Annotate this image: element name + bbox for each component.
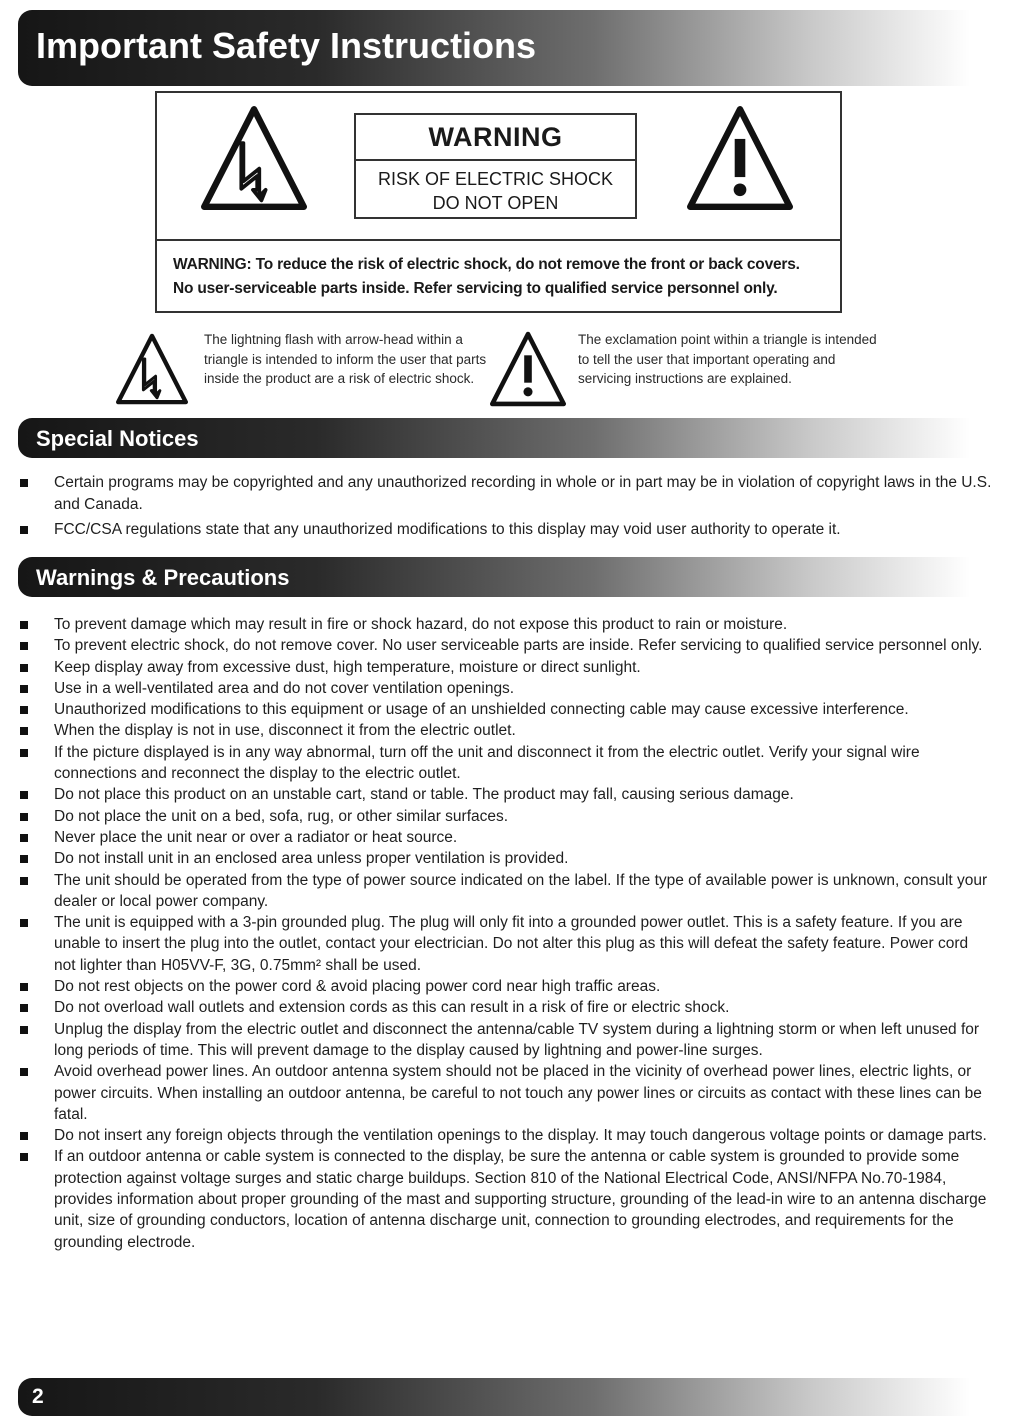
warnings-title: Warnings & Precautions xyxy=(36,565,290,590)
warnings-list xyxy=(18,614,992,1253)
warnings-banner xyxy=(18,557,1010,597)
title-banner xyxy=(18,10,1010,86)
list-item: Certain programs may be copyrighted and any unauthorized recording in whole or in part may be in violation of copyright laws in the U.S. and Canada. xyxy=(18,472,992,516)
list-item: Do not place this product on an unstable cart, stand or table. The product may fall, causing serious damage. xyxy=(18,784,992,805)
list-item: Unplug the display from the electric outlet and disconnect the antenna/cable TV system during a lightning storm or when left unused for long periods of time. This will prevent damage to the display caused by lightning and power-line surges. xyxy=(18,1019,992,1062)
warning-label xyxy=(354,113,637,219)
exclamation-triangle-icon xyxy=(687,105,793,211)
warning-line2: DO NOT OPEN xyxy=(432,193,559,213)
list-item: If an outdoor antenna or cable system is connected to the display, be sure the antenna or cable system is grounded to provide some protection against voltage surges and static charge buildups. Section 810 of the National Electrical Code, ANSI/NFPA No.70-1984, provides information about proper grounding of the mast and supporting structure, grounding of the lead-in wire to an antenna discharge unit, size of grounding conductors, location of antenna discharge unit, connection to grounding electrodes, and requirements for the grounding electrode. xyxy=(18,1146,992,1252)
list-item: The unit should be operated from the type of power source indicated on the label. If the type of available power is unknown, consult your dealer or local power company. xyxy=(18,870,992,913)
footer-banner xyxy=(18,1378,1010,1416)
list-item: Do not insert any foreign objects through the ventilation openings to the display. It may touch dangerous voltage points or damage parts. xyxy=(18,1125,992,1146)
list-item: The unit is equipped with a 3-pin grounded plug. The plug will only fit into a grounded power outlet. This is a safety feature. If you are unable to insert the plug into the outlet, contact your electrician. Do not alter this plug as this will defeat the safety feature. Power cord not lighter than H05VV-F, 3G, 0.75mm² shall be used. xyxy=(18,912,992,976)
special-notices-title: Special Notices xyxy=(36,426,199,451)
exclamation-description: The exclamation point within a triangle is intended to tell the user that important operating and servicing instructions are explained. xyxy=(578,332,877,386)
list-item: Do not install unit in an enclosed area unless proper ventilation is provided. xyxy=(18,848,992,869)
list-item: Do not overload wall outlets and extension cords as this can result in a risk of fire or electric shock. xyxy=(18,997,992,1018)
warning-box-top xyxy=(157,93,840,241)
list-item: Never place the unit near or over a radiator or heat source. xyxy=(18,827,992,848)
list-item: Keep display away from excessive dust, high temperature, moisture or direct sunlight. xyxy=(18,657,992,678)
lightning-triangle-icon xyxy=(116,330,188,408)
warning-heading: WARNING xyxy=(356,115,635,161)
list-item: FCC/CSA regulations state that any unauthorized modifications to this display may void user authority to operate it. xyxy=(18,519,992,541)
warning-box xyxy=(155,91,842,313)
warning-text-line2: No user-serviceable parts inside. Refer servicing to qualified service personnel only. xyxy=(173,280,778,297)
lightning-triangle-icon xyxy=(201,105,307,211)
list-item: Use in a well-ventilated area and do not cover ventilation openings. xyxy=(18,678,992,699)
list-item: Avoid overhead power lines. An outdoor antenna system should not be placed in the vicinity of overhead power lines, electric lights, or power circuits. When installing an outdoor antenna, be careful to not touch any power lines or circuits as contact with these lines can be fatal. xyxy=(18,1061,992,1125)
list-item: Do not place the unit on a bed, sofa, rug, or other similar surfaces. xyxy=(18,806,992,827)
warning-line1: RISK OF ELECTRIC SHOCK xyxy=(377,169,614,189)
special-notices-banner xyxy=(18,418,1010,458)
warning-text-line1: WARNING: To reduce the risk of electric shock, do not remove the front or back covers. xyxy=(173,256,800,273)
list-item: Unauthorized modifications to this equipment or usage of an unshielded connecting cable may cause excessive interference. xyxy=(18,699,992,720)
warning-text xyxy=(173,253,830,301)
special-notices-list xyxy=(18,472,992,544)
page-number: 2 xyxy=(32,1385,44,1408)
list-item: If the picture displayed is in any way abnormal, turn off the unit and disconnect it from the electric outlet. Verify your signal wire connections and reconnect the display to the electric outlet. xyxy=(18,742,992,785)
list-item: When the display is not in use, disconnect it from the electric outlet. xyxy=(18,720,992,741)
exclamation-triangle-icon xyxy=(490,330,566,408)
list-item: To prevent damage which may result in fire or shock hazard, do not expose this product to rain or moisture. xyxy=(18,614,992,635)
page-title: Important Safety Instructions xyxy=(36,25,537,66)
list-item: To prevent electric shock, do not remove cover. No user serviceable parts are inside. Refer servicing to qualified service personnel only. xyxy=(18,635,992,656)
list-item: Do not rest objects on the power cord & avoid placing power cord near high traffic areas. xyxy=(18,976,992,997)
lightning-description: The lightning flash with arrow-head within a triangle is intended to inform the user that parts inside the product are a risk of electric shock. xyxy=(204,332,487,386)
